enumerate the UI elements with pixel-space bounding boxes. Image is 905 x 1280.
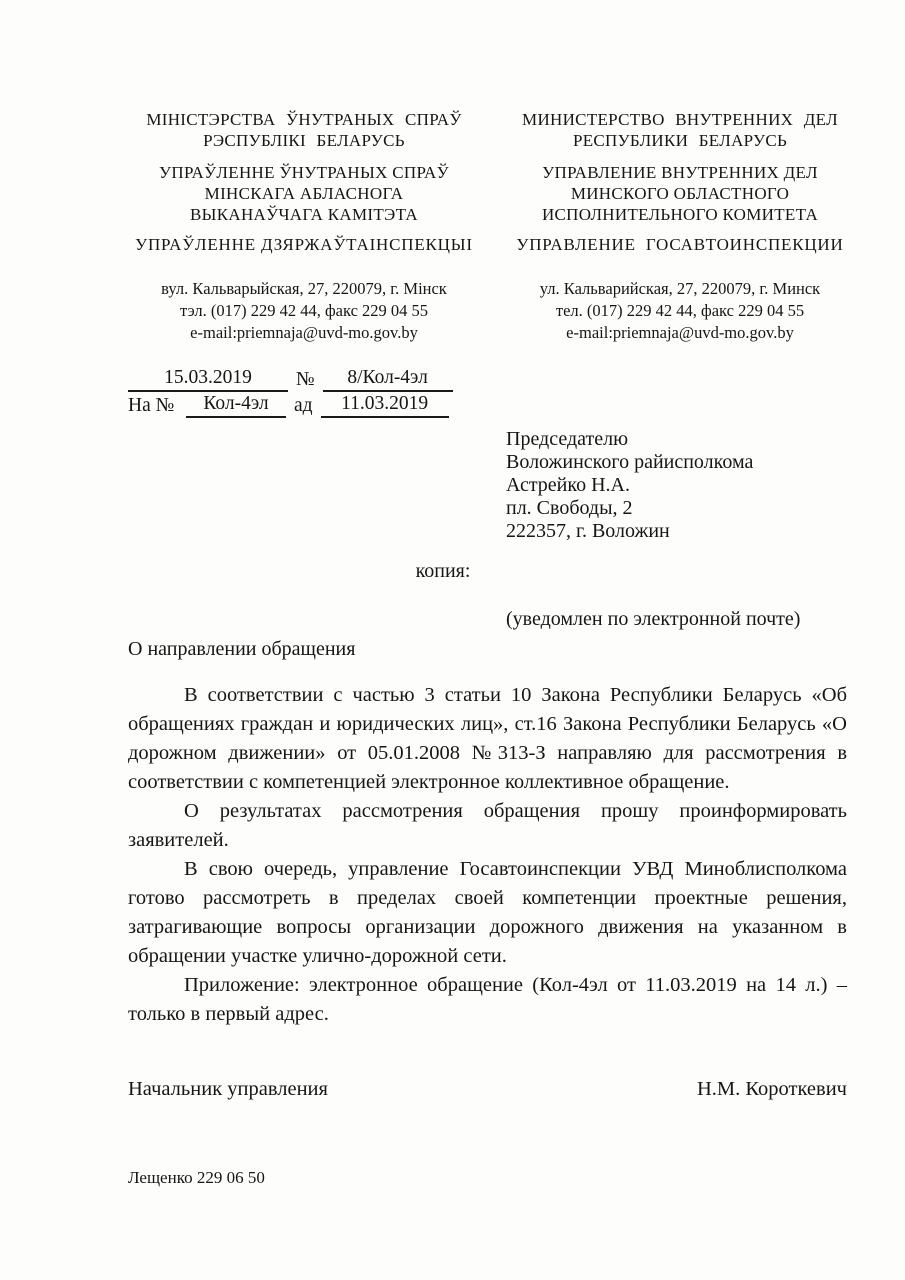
outgoing-date: 15.03.2019	[128, 366, 288, 392]
contacts-be	[120, 278, 488, 344]
signature-block	[128, 1078, 847, 1101]
letter-body	[128, 681, 847, 1029]
body-paragraph: О результатах рассмотрения обращения прошу проинформировать заявителей.	[128, 800, 847, 851]
phone-line: тел. (017) 229 42 44, факс 229 04 55	[555, 301, 805, 320]
outgoing-reference-row	[128, 366, 453, 392]
department-line: МИНСКОГО ОБЛАСТНОГО	[570, 184, 790, 203]
department-name-be	[120, 162, 488, 225]
email-line: e-mail:priemnaja@uvd-mo.gov.by	[190, 323, 418, 342]
letterhead-russian	[494, 109, 866, 344]
ministry-line: МІНІСТЭРСТВА ЎНУТРАНЫХ СПРАЎ	[146, 110, 462, 129]
department-name-ru	[494, 162, 866, 225]
ministry-line: РЭСПУБЛІКІ БЕЛАРУСЬ	[203, 131, 405, 150]
from-date-label: ад	[294, 395, 313, 416]
addressee-title: Председателю	[506, 428, 629, 450]
incoming-number: Кол-4эл	[186, 392, 286, 418]
body-paragraph: Приложение: электронное обращение (Кол-4эл от 11.03.2019 на 14 л.) – только в первый адрес.	[128, 974, 847, 1025]
addressee-name: Астрейко Н.А.	[506, 474, 630, 496]
address-line: вул. Кальварыйская, 27, 220079, г. Мінск	[161, 279, 447, 298]
phone-line: тэл. (017) 229 42 44, факс 229 04 55	[179, 301, 429, 320]
incoming-reference-row	[128, 392, 453, 418]
body-paragraph: В соответствии с частью 3 статьи 10 Закона Республики Беларусь «Об обращениях граждан и юридических лиц», ст.16 Закона Республики Беларусь «О дорожном движении» от 05.01.2008 №313-З направляю для рассмотрения в соответствии с компетенцией электронное коллективное обращение.	[128, 684, 847, 793]
executor-note: Лещенко 229 06 50	[128, 1168, 265, 1187]
subject-line: О направлении обращения	[128, 638, 356, 660]
ministry-name-ru	[494, 109, 866, 151]
department-line: УПРАВЛЕНИЕ ВНУТРЕННИХ ДЕЛ	[542, 163, 818, 182]
department-line: УПРАЎЛЕННЕ ЎНУТРАНЫХ СПРАЎ	[159, 163, 449, 182]
address-line: ул. Кальварийская, 27, 220079, г. Минск	[539, 279, 821, 298]
ministry-line: МИНИСТЕРСТВО ВНУТРЕННИХ ДЕЛ	[522, 110, 838, 129]
email-notice: (уведомлен по электронной почте)	[506, 608, 801, 630]
incoming-date: 11.03.2019	[321, 392, 449, 418]
addressee-organization: Воложинского райисполкома	[506, 451, 754, 473]
ministry-line: РЕСПУБЛИКИ БЕЛАРУСЬ	[572, 131, 788, 150]
department-line: ВЫКАНАЎЧАГА КАМІТЭТА	[189, 205, 418, 224]
letterhead-belarusian	[120, 109, 488, 344]
number-sign: №	[296, 369, 315, 390]
ministry-name-be	[120, 109, 488, 151]
addressee-city: 222357, г. Воложин	[506, 520, 670, 542]
unit-name-ru: УПРАВЛЕНИЕ ГОСАВТОИНСПЕКЦИИ	[516, 235, 844, 254]
addressee-street: пл. Свободы, 2	[506, 497, 633, 519]
copy-label: копия:	[415, 560, 471, 582]
signature-name: Н.М. Короткевич	[696, 1078, 847, 1100]
incoming-ref-label: На №	[128, 395, 175, 416]
unit-name-be: УПРАЎЛЕННЕ ДЗЯРЖАЎТАІНСПЕКЦЫІ	[135, 235, 473, 254]
contacts-ru	[494, 278, 866, 344]
outgoing-number: 8/Кол-4эл	[323, 366, 453, 392]
department-line: МІНСКАГА АБЛАСНОГА	[204, 184, 404, 203]
body-paragraph: В свою очередь, управление Госавтоинспекции УВД Миноблисполкома готово рассмотреть в пределах своей компетенции проектные решения, затрагивающие вопросы организации дорожного движения на указанном в обращении участке улично-дорожной сети.	[128, 858, 847, 967]
department-line: ИСПОЛНИТЕЛЬНОГО КОМИТЕТА	[541, 205, 819, 224]
addressee-block	[506, 428, 753, 543]
reference-block	[128, 366, 453, 418]
signature-position: Начальник управления	[128, 1078, 328, 1100]
email-line: e-mail:priemnaja@uvd-mo.gov.by	[566, 323, 794, 342]
